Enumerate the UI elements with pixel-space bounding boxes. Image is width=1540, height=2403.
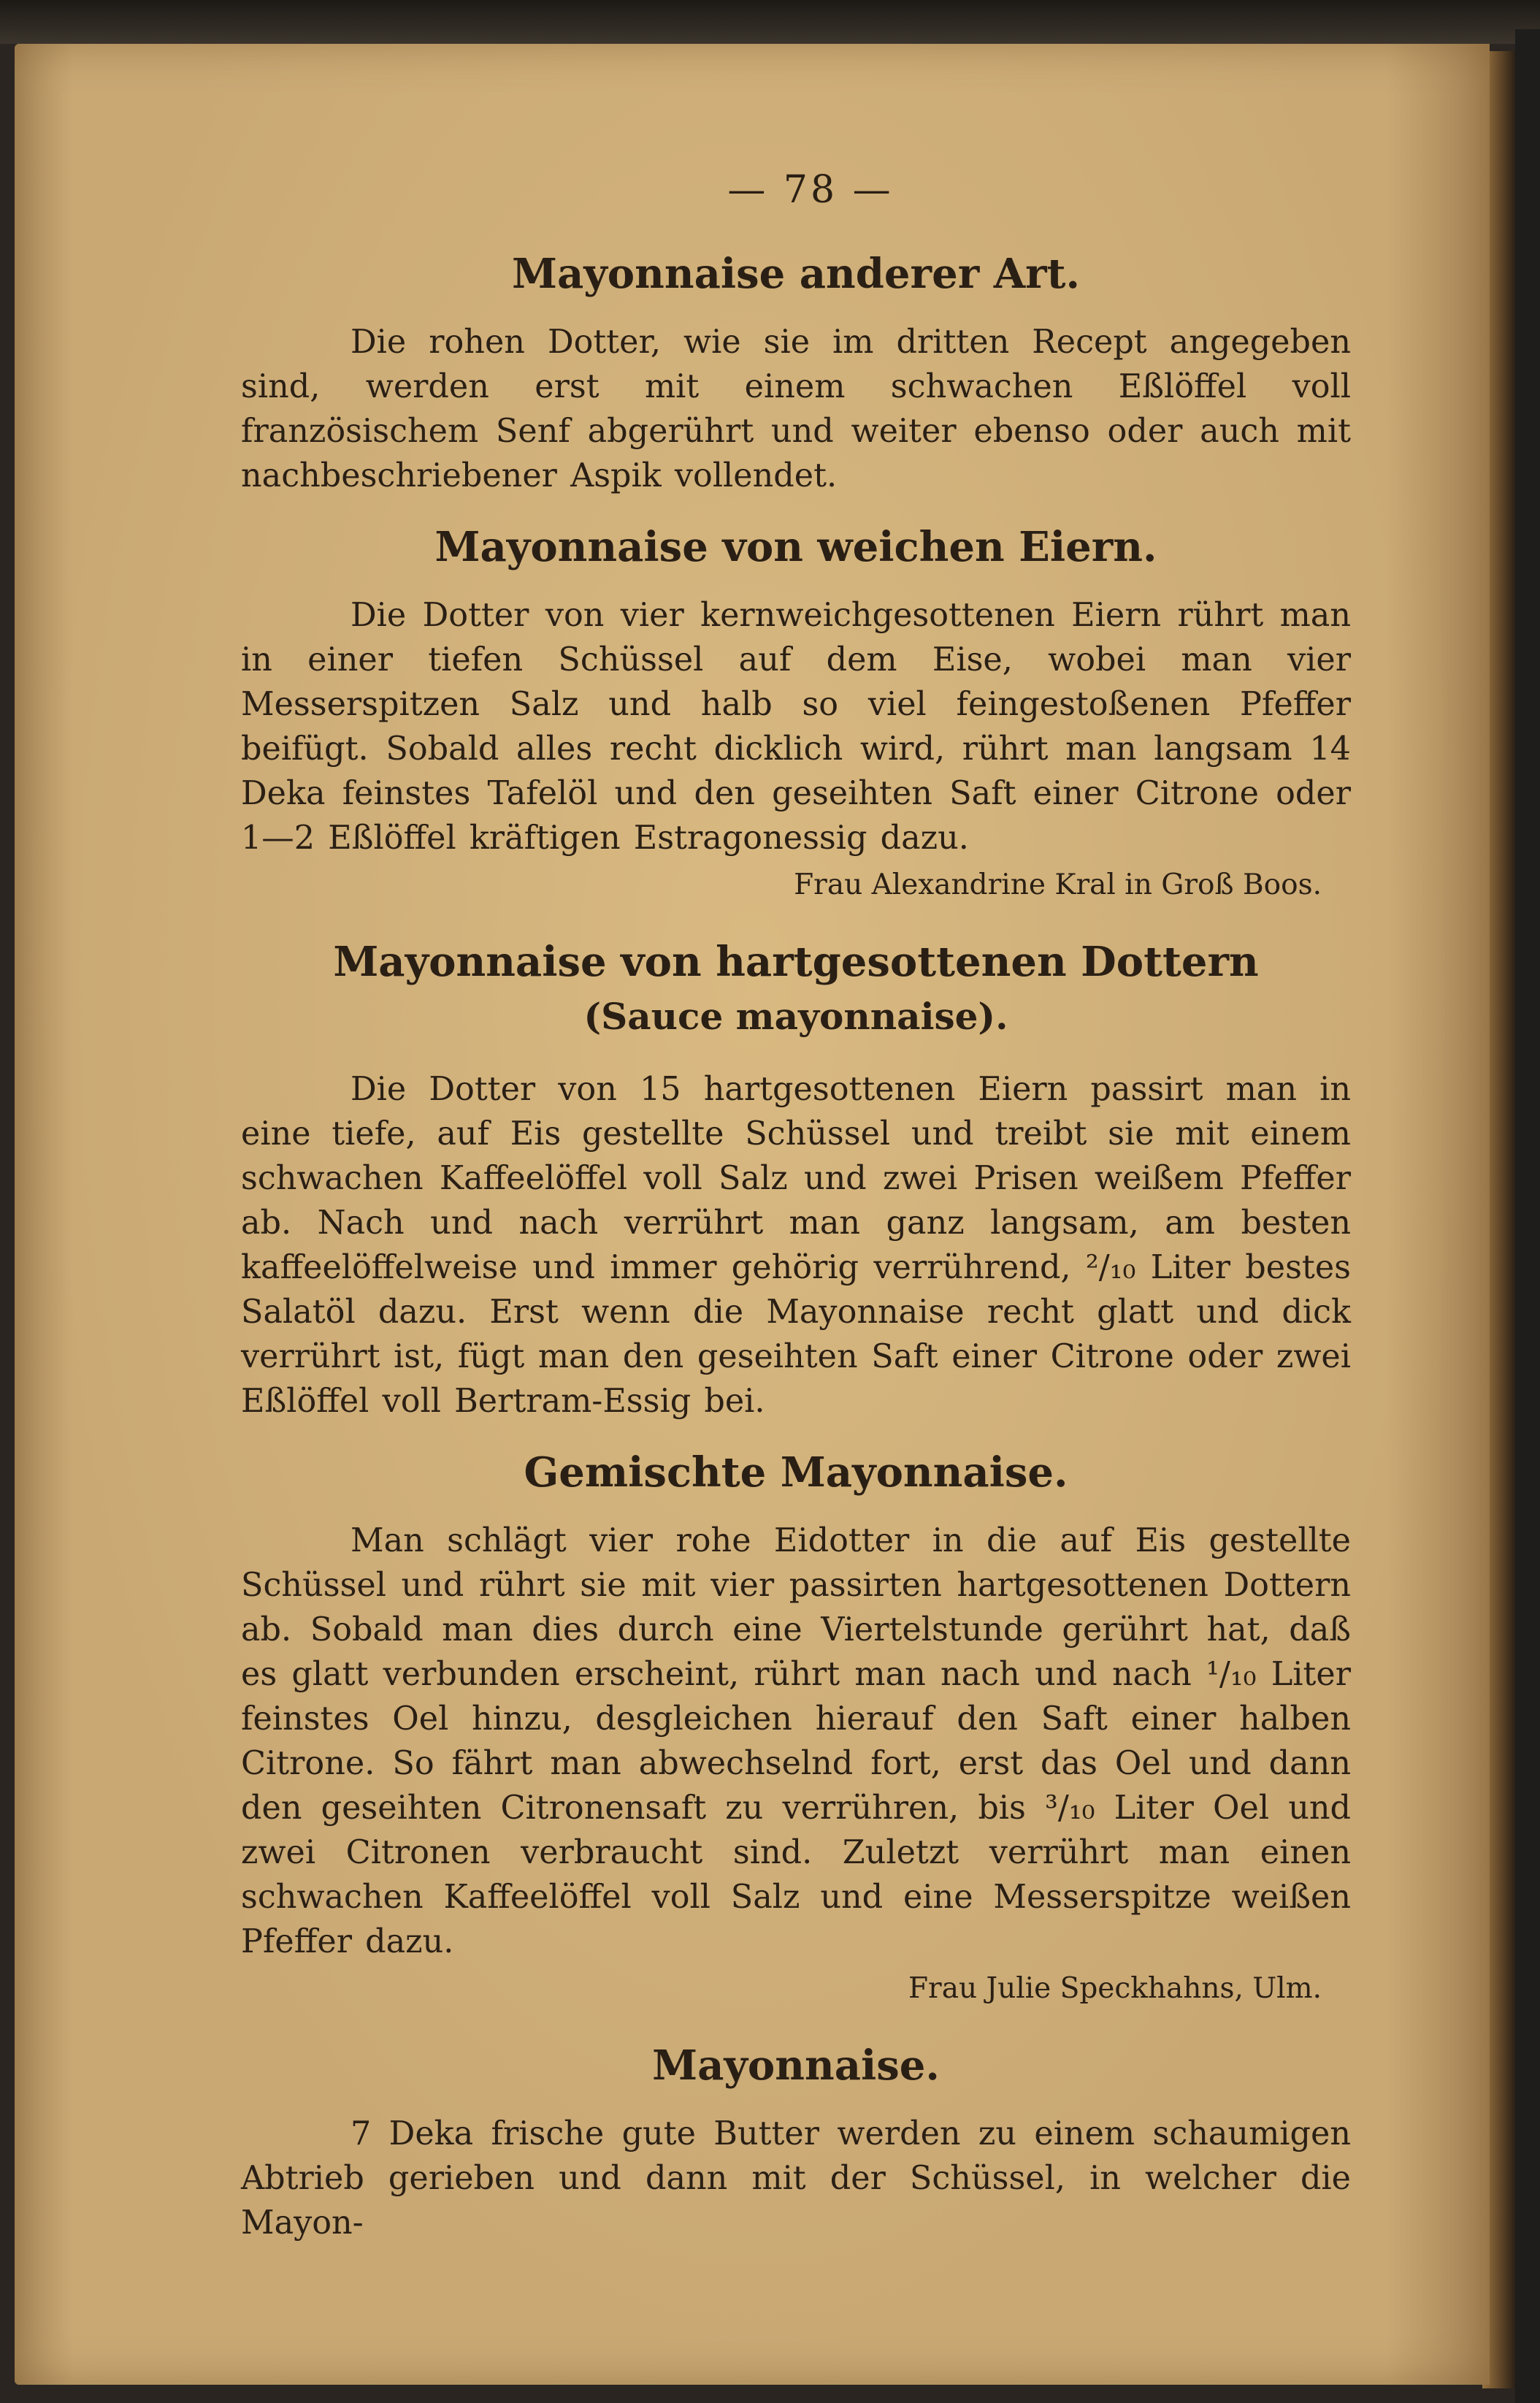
recipe-text: 7 Deka frische gute Butter werden zu einem schaumigen Abtrieb gerieben und dann mit der Schüssel, in welcher die Mayon- [241,2115,1351,2242]
recipe-subtitle: (Sauce mayonnaise). [583,995,1008,1038]
recipe-title: Mayonnaise von hartgesottenen Dottern [333,938,1259,986]
recipe-signature: Frau Julie Speckhahns, Ulm. [908,1972,1322,2005]
recipe-signature: Frau Alexandrine Kral in Groß Boos. [794,868,1322,901]
recipe-section [241,523,1351,906]
recipe-section [241,1448,1351,2009]
recipe-title: Mayonnaise. [652,2041,940,2090]
recipe-text: Die Dotter von 15 hartgesottenen Eiern passirt man in eine tiefe, auf Eis gestellte Schüssel und treibt sie mit einem schwachen Kaffeelöffel voll Salz und zwei Prisen weißem Pfeffer ab. Nach und nach verrührt man ganz langsam, am besten kaffeelöffelweise und immer gehörig verrührend, ²/₁₀ Liter bestes Salatöl dazu. Erst wenn die Mayonnaise recht glatt und dick verrührt ist, fügt man den geseihten Saft einer Citrone oder zwei Eßlöffel voll Bertram-Essig bei. [241,1071,1351,1420]
recipe-section [241,938,1351,1424]
page-number: — 78 — [727,168,894,212]
recipe-title: Gemischte Mayonnaise. [524,1448,1068,1497]
recipe-text: Die rohen Dotter, wie sie im dritten Recept angegeben sind, werden erst mit einem schwachen Eßlöffel voll französischem Senf abgerührt und weiter ebenso oder auch mit nachbeschriebener Aspik vollendet. [241,324,1351,494]
recipe-section [241,250,1351,498]
book-spine [1515,29,1540,2403]
recipe-text: Man schlägt vier rohe Eidotter in die auf Eis gestellte Schüssel und rührt sie mit vier passirten hartgesottenen Dottern ab. Sobald man dies durch eine Viertelstunde gerührt hat, daß es glatt verbunden erscheint, rührt man nach und nach ¹/₁₀ Liter feinstes Oel hinzu, desgleichen hierauf den Saft einer halben Citrone. So fährt man abwechselnd fort, erst das Oel und dann den geseihten Citronensaft zu verrühren, bis ³/₁₀ Liter Oel und zwei Citronen verbraucht sind. Zuletzt verrührt man einen schwachen Kaffeelöffel voll Salz und eine Messerspitze weißen Pfeffer dazu. [241,1522,1351,1960]
page-text [241,168,1351,2270]
scan-background [0,0,1540,44]
recipe-title: Mayonnaise anderer Art. [511,250,1081,298]
recipe-section [241,2041,1351,2245]
recipe-title: Mayonnaise von weichen Eiern. [434,523,1157,571]
recipe-text: Die Dotter von vier kernweichgesottenen Eiern rührt man in einer tiefen Schüssel auf dem Eise, wobei man vier Messerspitzen Salz und halb so viel feingestoßenen Pfeffer beifügt. Sobald alles recht dicklich wird, rührt man langsam 14 Deka feinstes Tafelöl und den geseihten Saft einer Citrone oder 1—2 Eßlöffel kräftigen Estragonessig dazu. [241,597,1351,857]
